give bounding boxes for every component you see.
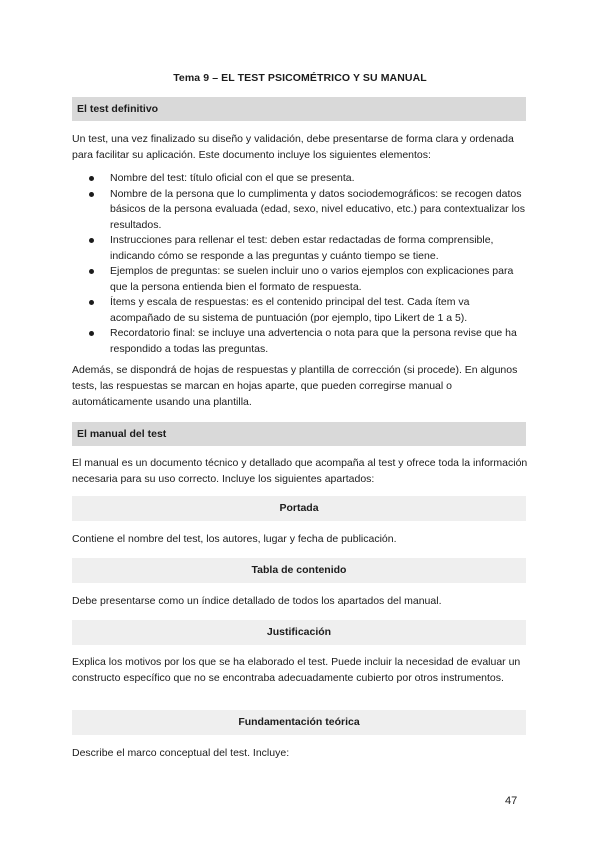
list-item: Nombre del test: título oficial con el que se presenta. xyxy=(72,171,528,187)
elements-list xyxy=(72,171,528,357)
bullet-icon xyxy=(89,331,94,336)
bullet-icon xyxy=(89,300,94,305)
bullet-icon xyxy=(89,192,94,197)
section1-intro: Un test, una vez finalizado su diseño y validación, debe presentarse de forma clara y ordenada para facilitar su aplicación. Este documento incluye los siguientes elementos: xyxy=(72,133,514,161)
subsection-heading-fundamentacion: Fundamentación teórica xyxy=(72,710,526,735)
page-number: 47 xyxy=(505,795,518,807)
subsection-heading-justificacion: Justificación xyxy=(72,620,526,645)
subsection-text-portada: Contiene el nombre del test, los autores, lugar y fecha de publicación. xyxy=(72,533,397,545)
list-item: Ejemplos de preguntas: se suelen incluir uno o varios ejemplos con explicaciones para que la persona entienda bien el formato de respuesta. xyxy=(72,264,528,295)
list-item: Recordatorio final: se incluye una advertencia o nota para que la persona revise que ha respondido a todas las preguntas. xyxy=(72,326,528,357)
subsection-text-justificacion: Explica los motivos por los que se ha elaborado el test. Puede incluir la necesidad de evaluar un constructo específico que no se encontraba adecuadamente cubierto por otros instrumentos. xyxy=(72,656,521,684)
section-heading-manual: El manual del test xyxy=(72,422,526,446)
section-heading-test-definitivo: El test definitivo xyxy=(72,97,526,121)
list-item: Instrucciones para rellenar el test: deben estar redactadas de forma comprensible, indicando cómo se responde a las preguntas y cuánto tiempo se tiene. xyxy=(72,233,528,264)
subsection-text-fundamentacion: Describe el marco conceptual del test. Incluye: xyxy=(72,747,290,759)
bullet-icon xyxy=(89,176,94,181)
bullet-icon xyxy=(89,238,94,243)
subsection-heading-tabla-contenido: Tabla de contenido xyxy=(72,558,526,583)
subsection-heading-portada: Portada xyxy=(72,496,526,521)
list-item: Nombre de la persona que lo cumplimenta y datos sociodemográficos: se recogen datos básicos de la persona evaluada (edad, sexo, nivel educativo, etc.) para contextualizar los resultados. xyxy=(72,187,528,234)
section2-intro: El manual es un documento técnico y detallado que acompaña al test y ofrece toda la información necesaria para su uso correcto. Incluye los siguientes apartados: xyxy=(72,457,528,485)
section1-closing: Además, se dispondrá de hojas de respuestas y plantilla de corrección (si procede). En algunos tests, las respuestas se marcan en hojas aparte, que pueden corregirse manual o automáticamente usando una plantilla. xyxy=(72,364,518,408)
bullet-icon xyxy=(89,269,94,274)
list-item: Ítems y escala de respuestas: es el contenido principal del test. Cada ítem va acompañado de su sistema de puntuación (por ejemplo, tipo Likert de 1 a 5). xyxy=(72,295,528,326)
subsection-text-tabla-contenido: Debe presentarse como un índice detallado de todos los apartados del manual. xyxy=(72,595,442,607)
page-title: Tema 9 – EL TEST PSICOMÉTRICO Y SU MANUAL xyxy=(173,72,427,84)
